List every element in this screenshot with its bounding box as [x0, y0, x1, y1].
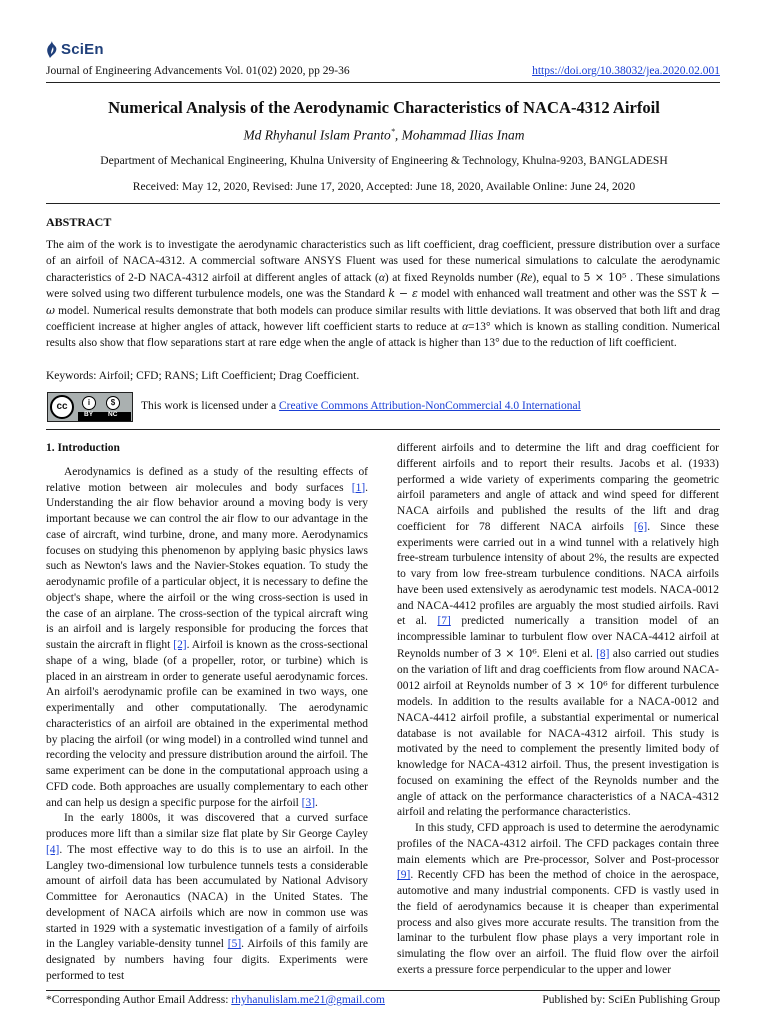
footer-divider: [46, 990, 720, 991]
citation-link[interactable]: [2]: [173, 639, 187, 651]
doi-link[interactable]: https://doi.org/10.38032/jea.2020.02.001: [532, 65, 720, 77]
license-link[interactable]: Creative Commons Attribution-NonCommercial 4.0 International: [278, 400, 581, 412]
citation-link[interactable]: [5]: [227, 938, 242, 951]
citation-link[interactable]: [7]: [437, 615, 451, 628]
section-heading-introduction: 1. Introduction: [46, 442, 120, 454]
logo-text: SciEn: [61, 41, 104, 58]
abstract-divider: [46, 203, 720, 204]
license-notice: This work is licensed under a Creative Commons Attribution-NonCommercial 4.0 International: [141, 400, 581, 412]
attribution-icon: i: [82, 396, 96, 410]
author-list: [0, 127, 768, 144]
header-divider: [46, 82, 720, 83]
cc-license-badge[interactable]: [47, 392, 133, 422]
citation-link[interactable]: [1]: [351, 481, 366, 494]
noncommercial-icon: $: [106, 396, 120, 410]
license-divider: [46, 429, 720, 430]
publisher-credit: Published by: SciEn Publishing Group: [542, 994, 720, 1006]
citation-link[interactable]: [9]: [397, 869, 411, 882]
author-email-link[interactable]: rhyhanulislam.me21@gmail.com: [231, 994, 385, 1006]
intro-paragraph-1: Aerodynamics is defined as a study of the resulting effects of relative motion between air molecules and body surfaces [1]. Understanding the air flow behavior around a moving body is very important because we can control the air flow to our advantage in the case of aircraft, wind turbine, drone, and many more. Aerodynamics focuses on studying this phenomenon by applying basic physics laws such as Newton's laws and the Navier-Stokes equation. To study the aerodynamic profile of a particular object, it is necessary to define the object's shape, where the airfoil or the wing cross-section is used in the case of an airplane. The cross-section of the typical aircraft wing is an airfoil and is largely responsible for producing the forces that sustain the aircraft in flight [2]. Airfoil is known as the cross-sectional shape of a wing, blade (of a propeller, rotor, or turbine) which is placed in an airstream in order to generate useful aerodynamic forces. An airfoil's aerodynamic profile can be examined in two ways, one experimentally and other computationally. The aerodynamic characteristics of an airfoil are obtained in the experimental method by placing the airfoil (or wing model) in a controlled wind tunnel and recording the velocity and pressure distribution around the airfoil. The same experiment can be done in the computational approach using a CFD code. Both approaches are usually complementary to each other and can help us design a specific purpose for the airfoil [3].: [46, 465, 368, 809]
intro-paragraph-2: In the early 1800s, it was discovered that a curved surface produces more lift than a similar size flat plate by Sir George Cayley [4]. The most effective way to do this is to use an airfoil. In the Langley two-dimensional low turbulence tunnels tests a considerable amount of airfoil data has been accumulated by National Advisory Committee for Aeronautics (NACA) in the United States. The development of NACA airfoils which are now in common use was started in 1929 with a systematic investigation of a family of airfoils in the Langley variable-density tunnel [5]. Airfoils of this family are designated by numbers having four digits. Experiments were performed to test: [46, 812, 368, 982]
left-column: [46, 441, 368, 985]
citation-link[interactable]: [8]: [596, 647, 610, 660]
affiliation: Department of Mechanical Engineering, Khulna University of Engineering & Technology, Khulna-9203, BANGLADESH: [100, 154, 668, 167]
intro-paragraph-2-cont: different airfoils and to determine the lift and drag coefficient for different airfoils and to report their results. Jacobs et al. (1933) performed a wide variety of experiments comparing the geometric airfoil parameters and angle of attack and wind speed for different NACA airfoils and published the results of the lift and drag coefficient for 78 different NACA airfoils [6]. Since these experiments were carried out in a wind tunnel with a relatively high free-stream turbulence intensity of about 2%, the results are expected to vary from low free-stream turbulence conditions. NACA airfoils have been used extensively as aerodynamic test models. NACA-0012 and NACA-4412 profiles are arguably the most studied airfoils. Ravi et al. [7] predicted numerically a transition model of an incompressible laminar to turbulent flow over NACA-4412 airfoil at Reynolds number of 3 × 10⁶. Eleni et al. [8] also carried out studies on the variation of lift and drag coefficients from flow around NACA-0012 airfoil at Reynolds number of 3 × 10⁶ for different turbulence models. In addition to the results available for a NACA-0012 and NACA-4412 airfoil profile, a substantial experimental or numerical database is not available for NACA-4312 airfoil. This study is motivated by the need to complement the presently limited body of knowledge for NACA-4312 airfoil. Thus, the present investigation is focused on examining the effect of the Reynolds number and the angle of attack on the performance characteristics of a NACA-4312 airfoil and relating the performance characteristics.: [397, 442, 720, 819]
cc-badge-strip: BY NC: [78, 412, 131, 421]
reynolds-value: 5 × 10⁵: [583, 270, 627, 284]
corresponding-author: *Corresponding Author Email Address: rhyhanulislam.me21@gmail.com: [46, 994, 385, 1006]
citation-link[interactable]: [3]: [301, 796, 316, 809]
publisher-logo[interactable]: [46, 41, 104, 58]
cc-icon: cc: [50, 395, 74, 419]
citation-link[interactable]: [6]: [633, 520, 648, 533]
paper-title: Numerical Analysis of the Aerodynamic Characteristics of NACA-4312 Airfoil: [108, 98, 660, 117]
keywords: Keywords: Airfoil; CFD; RANS; Lift Coefficient; Drag Coefficient.: [46, 370, 360, 382]
abstract-body: The aim of the work is to investigate the aerodynamic characteristics such as lift coefficient, drag coefficient, pressure distribution over a surface of an airfoil of NACA-4312. A commercial software ANSYS Fluent was used for these numerical simulations to calculate the aerodynamic characteristics of 2-D NACA-4312 airfoil at different angles of attack (α) at fixed Reynolds number (Re), equal to 5 × 10⁵ . These simulations were solved using two different turbulence models, one was the Standard k − ε model with enhanced wall treatment and other was the SST k − ω model. Numerical results demonstrate that both models can produce similar results with little deviations. It was observed that both lift and drag coefficient increase at higher angles of attack, however lift coefficient starts to reduce at α=13° which is known as stalling condition. Numerical results also show that flow separations start at rare edge when the angle of attack is higher than 13° due to the reduction of lift coefficient.: [46, 239, 721, 349]
publication-dates: Received: May 12, 2020, Revised: June 17, 2020, Accepted: June 18, 2020, Available Online: June 24, 2020: [132, 180, 636, 193]
abstract-heading: ABSTRACT: [46, 215, 112, 229]
citation-link[interactable]: [4]: [46, 843, 60, 856]
journal-citation: Journal of Engineering Advancements Vol. 01(02) 2020, pp 29-36: [46, 65, 350, 77]
sciens-logo-icon: [46, 41, 59, 58]
author-secondary: , Mohammad Ilias Inam: [394, 127, 525, 143]
intro-paragraph-3: In this study, CFD approach is used to determine the aerodynamic profiles of the NACA-4312 airfoil. The CFD packages contain three main elements which are Pre-processor, Solver and Post-processor [9]. Recently CFD has been the method of choice in the aerospace, automotive and many industrial components. CFD is vastly used in the field of aerodynamics because it is cheaper than experimental process and also gives more accurate results. The transition from the laminar to the turbulent flow phase plays a very important role in simulating the flow over an airfoil. The fluid flow over the airfoil exerts a pressure force perpendicular to the upper and lower: [397, 822, 719, 976]
corresponding-mark: *: [390, 127, 395, 136]
author-primary: Md Rhyhanul Islam Pranto: [243, 127, 391, 143]
right-column: [397, 441, 719, 979]
